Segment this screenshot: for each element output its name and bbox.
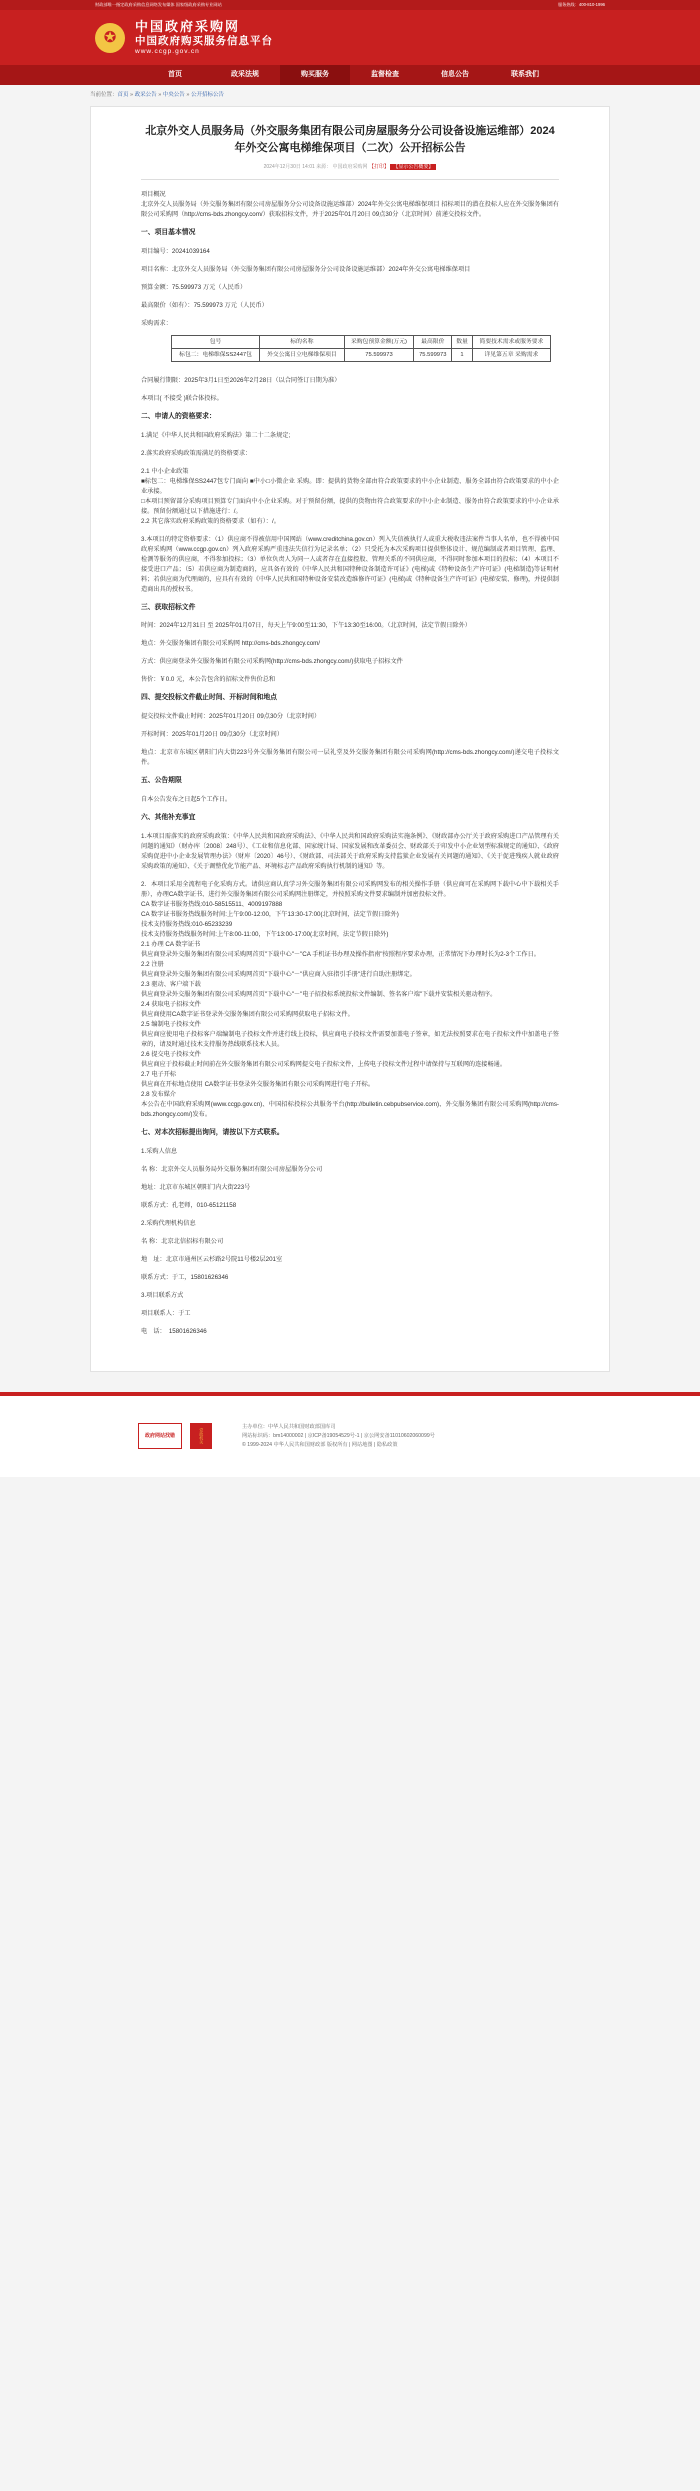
crumb-central[interactable]: 中央公告	[162, 92, 185, 98]
crumb-home[interactable]: 首页	[117, 92, 129, 98]
footer-info: 主办单位：中华人民共和国财政部国库司 网站标识码：bm14000002 | 京ICP备19054529号-1 | 京公网安备11010602060099号 © 1999-2024 中华人民共和国财政部 版权所有 | 网站地图 | 隐私政策	[242, 1423, 435, 1448]
summary-toggle[interactable]: 【显示公告概要】	[390, 164, 436, 170]
national-emblem-icon: ✪	[95, 23, 125, 53]
article-meta: 2024年12月30日 14:01 来源： 中国政府采购网 【打印】 【显示公告概要】	[141, 163, 559, 171]
logo-subtitle: 中国政府购买服务信息平台	[135, 34, 273, 47]
party-gov-badge[interactable]	[190, 1423, 212, 1449]
article	[90, 106, 610, 1372]
logo-title: 中国政府采购网	[135, 18, 241, 34]
meta-source: 中国政府采购网	[332, 163, 368, 170]
requirements-table: 包号 标的名称 采购包预算金额(万元) 最高限价 数量 简要技术需求或服务要求 标包二：电梯维保SS2447包 外交公寓日立电梯维保项目 75.599973 75.599973 1 详见第五章 采购需求	[171, 335, 551, 362]
table-row: 标包二：电梯维保SS2447包 外交公寓日立电梯维保项目 75.599973 75.599973 1 详见第五章 采购需求	[172, 348, 551, 361]
party-gov-badge-text: 党政机关	[199, 1428, 205, 1445]
nav-purchase-services[interactable]: 购买服务	[280, 65, 350, 85]
nav-regulations[interactable]: 政采法规	[231, 71, 259, 78]
site-logo[interactable]	[135, 19, 273, 56]
nav-announcements[interactable]: 信息公告	[441, 71, 469, 78]
site-header	[0, 10, 700, 65]
article-content: 项目概况 北京外交人员服务局（外交服务集团有限公司房屋服务分公司设备设施运维部）2024年外交公寓电梯维保项目 招标项目的潜在投标人应在外交服务集团有限公司采购网（http://cms-bds.zhongcy.com/）获取招标文件，并于2025年01月20日 09点30分（北京时间）前递交投标文件。 一、项目基本情况 项目编号：20241039164 项目名称：北京外交人员服务局（外交服务集团有限公司房屋服务分公司设备设施运维部）2024年外交公寓电梯维保项目 预算金额：75.599973 万元（人民币） 最高限价（如有）：75.599973 万元（人民币） 采购需求： 包号 标的名称 采购包预算金额(万元) 最高限价 数量 简要技术需求或服务要求 标包二：电梯维保SS2447包 外交公寓日立电梯维保项目 75.599973 75.599973 1 详见第五章 采购需求 合同履行期限：2025年3月1日至2026年2月28日（以合同签订日期为准） 本项目( 不接受 )联合体投标。 二、申请人的资格要求： 1.满足《中华人民共和国政府采购法》第二十二条规定; 2.落实政府采购政策需满足的资格要求： 2.1 中小企业政策 ■标包二：电梯维保SS2447包专门面向 ■中小□小微企业 采购。即：提供的货物全部由符合政策要求的中小企业制造、服务全部由符合政策要求的中小企业承接。 □本项目预留部分采购项目预算专门面向中小企业采购。对于预留份额，提供的货物由符合政策要求的中小企业制造、服务由符合政策要求的中小企业承接。预留份额通过以下措施进行：/。 2.2 其它落实政府采购政策的资格要求（如有）：/。 3.本项目的特定资格要求：（1）供应商不得被信用中国网站（www.creditchina.gov.cn）列入失信被执行人或重大税收违法案件当事人名单，也不得被中国政府采购网（www.ccgp.gov.cn）列入政府采购严重违法失信行为记录名单；（2）只受托为本次采购项目提供整体设计、规范编制或者项目管理、监理、检测等服务的供应商，不得参加投标；（3）单位负责人为同一人或者存在直接控股、管理关系的不同供应商，不得同时参加本项目的投标；（4）本项目不接受进口产品；（5）若供应商为制造商的，应具备有效的《中华人民共和国特种设备制造许可证》(电梯)或《特种设备生产许可证》(电梯制造)等证明材料；若供应商为代理商的，应具有有效的《中华人民共和国特种设备安装改造维修许可证》(电梯)或《特种设备生产许可证》(电梯安装、修理)，并提供制造商出具的授权书。 三、获取招标文件 时间：2024年12月31日 至 2025年01月07日，每天上午9:00至11:30，下午13:30至16:00。（北京时间，法定节假日除外） 地点：外交服务集团有限公司采购网 http://cms-bds.zhongcy.com/ 方式：供应商登录外交服务集团有限公司采购网(http://cms-bds.zhongcy.com/)获取电子招标文件 售价：￥0.0 元，本公告包含的招标文件售价总和 四、提交投标文件截止时间、开标时间和地点 提交投标文件截止时间：2025年01月20日 09点30分（北京时间） 开标时间：2025年01月20日 09点30分（北京时间） 地点：北京市东城区朝阳门内大街223号外交服务集团有限公司一层礼堂及外交服务集团有限公司采购网(http://cms-bds.zhongcy.com/)递交电子投标文件。 五、公告期限 自本公告发布之日起5个工作日。 六、其他补充事宜 1.本项目需落实的政府采购政策：《中华人民共和国政府采购法》、《中华人民共和国政府采购法实施条例》、《财政部办公厅关于政府采购进口产品管理有关问题的通知》（财办库〔2008〕248号）、《工业和信息化部、国家统计局、国家发展和改革委员会、财政部关于印发中小企业划型标准规定的通知》、《政府采购促进中小企业发展管理办法》（财库〔2020〕46号）、《财政部、司法部关于政府采购支持监狱企业发展有关问题的通知》、《关于促进残疾人就业政府采购政策的通知》、《关于调整优化节能产品、环境标志产品政府采购执行机制的通知》等。 2．本项目采用全流程电子化采购方式。请供应商认真学习外交服务集团有限公司采购网发布的相关操作手册（供应商可在采购网下载中心中下载相关手册），办理CA数字证书、进行外交服务集团有限公司采购网注册绑定，并按照采购文件要求编制并加密投标文件。 CA 数字证书服务热线:010-58515511、4009197888 CA 数字证书服务热线服务时间:上午9:00-12:00，下午13:30-17:00(北京时间，法定节假日除外) 技术支持服务热线:010-65233239 技术支持服务热线服务时间:上午8:00-11:00，下午13:00-17:00(北京时间，法定节假日除外) 2.1 办理 CA 数字证书 供应商登录外交服务集团有限公司采购网首页"下载中心"－"CA 手机证书办理及操作指南"按照程序要求办理，正常情况下办理时长为2-3个工作日。 2.2 注册 供应商登录外交服务集团有限公司采购网首页"下载中心"－"供应商入驻指引手册"进行自助注册绑定。 2.3 驱动、客户端下载 供应商登录外交服务集团有限公司采购网首页"下载中心"－"电子招投标系统投标文件编制、签名客户端"下载并安装相关驱动程序。 2.4 获取电子招标文件 供应商使用CA数字证书登录外交服务集团有限公司采购网获取电子招标文件。 2.5 编制电子投标文件 供应商应使用电子投标客户端编制电子投标文件并进行线上投标，供应商电子投标文件需要加盖电子签章，如无法按照要求在电子投标文件中加盖电子签章的，请及时通过技术支持服务热线联系技术人员。 2.6 提交电子投标文件 供应商应于投标截止时间前在外交服务集团有限公司采购网提交电子投标文件，上传电子投标文件过程中请保持与互联网的连接畅通。 2.7 电子开标 供应商在开标地点使用 CA数字证书登录外交服务集团有限公司采购网进行电子开标。 2.8 发布媒介 本公告在中国政府采购网(www.ccgp.gov.cn)、中国招标投标公共服务平台(http://bulletin.cebpubservice.com)、外交服务集团有限公司采购网(http://cms-bds.zhongcy.com/)发布。 七、对本次招标提出询问，请按以下方式联系。 1.采购人信息 名 称：北京外交人员服务局外交服务集团有限公司房屋服务分公司 地址：北京市东城区朝阳门内大街223号 联系方式：孔老师，010-65121158 2.采购代理机构信息 名 称：北京北信招标有限公司 地 址：北京市通州区云杉路2号院11号楼2层201室 联系方式：于工，15801626346 3.项目联系方式 项目联系人：于工 电 话： 15801626346	[141, 190, 559, 1335]
error-report-badge[interactable]: 政府网站找错	[138, 1423, 182, 1449]
nav-supervision[interactable]: 监督检查	[371, 71, 399, 78]
divider	[141, 179, 559, 180]
breadcrumb: 当前位置：首页 » 政采公告 » 中央公告 » 公开招标公告	[90, 92, 224, 98]
print-link[interactable]: 【打印】	[368, 163, 389, 170]
nav-home[interactable]: 首页	[168, 71, 182, 78]
top-info-bar	[0, 0, 700, 10]
crumb-announcements[interactable]: 政采公告	[134, 92, 157, 98]
nav-contact[interactable]: 联系我们	[511, 71, 539, 78]
top-slogan: 财政部唯一指定政府采购信息网络发布媒体 国家级政府采购专业网站	[95, 1, 222, 7]
site-footer	[0, 1392, 700, 1477]
page-title: 北京外交人员服务局（外交服务集团有限公司房屋服务分公司设备设施运维部）2024年外交公寓电梯维保项目（二次）公开招标公告	[145, 124, 555, 154]
service-hotline: 服务热线：400-810-1996	[557, 1, 605, 7]
logo-url: www.ccgp.gov.cn	[135, 47, 200, 55]
crumb-tender[interactable]: 公开招标公告	[190, 92, 224, 98]
main-nav	[0, 65, 700, 85]
